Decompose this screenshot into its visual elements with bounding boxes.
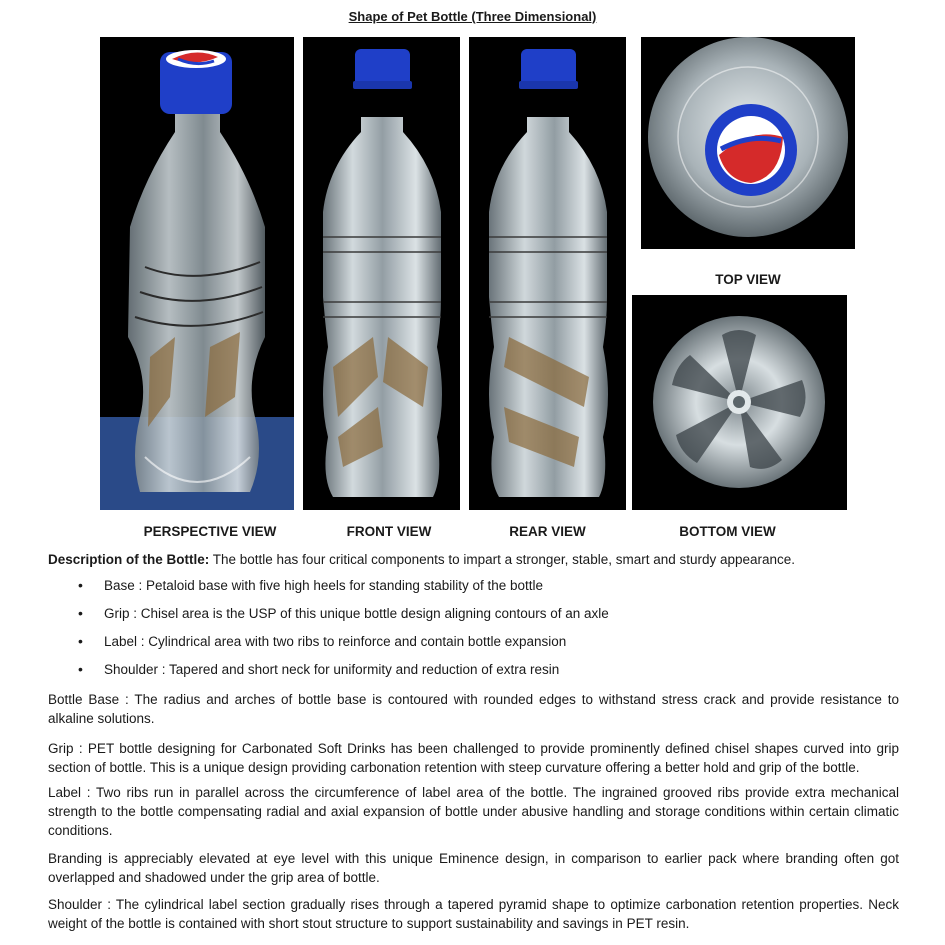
- bottle-bottom-image: [632, 295, 847, 510]
- perspective-view-caption: PERSPECTIVE VIEW: [143, 524, 277, 539]
- page-title: Shape of Pet Bottle (Three Dimensional): [348, 9, 597, 24]
- front-view-caption: FRONT VIEW: [346, 524, 432, 539]
- perspective-view-photo: [100, 37, 294, 510]
- list-item-base: • Base : Petaloid base with five high heels for standing stability of the bottle: [78, 576, 609, 604]
- description: [48, 550, 899, 569]
- front-view-photo: [303, 37, 460, 510]
- paragraph-grip: Grip : PET bottle designing for Carbonated Soft Drinks has been challenged to provide prominently defined chisel shapes curved into grip section of bottle. This is a unique design providing carbonation retention with steep curvature offering a better hold and grip of the bottle.: [48, 741, 899, 775]
- bottle-perspective-image: [100, 37, 294, 510]
- paragraph-branding: Branding is appreciably elevated at eye level with this unique Eminence design, in comparison to earlier pack where branding often got overlapped and shadowed under the grip area of bottle.: [48, 851, 899, 885]
- paragraph-shoulder: Shoulder : The cylindrical label section gradually rises through a tapered pyramid shape to optimize carbonation retention properties. Neck weight of the bottle is contained with short stout structure to support sustainability and savings in PET resin.: [48, 897, 899, 931]
- rear-view-caption: REAR VIEW: [509, 524, 586, 539]
- description-text: The bottle has four critical components to impart a stronger, stable, smart and sturdy appearance.: [209, 552, 796, 567]
- top-view-photo: [641, 37, 855, 249]
- description-heading: Description of the Bottle:: [48, 552, 210, 567]
- bottom-view-caption: BOTTOM VIEW: [679, 524, 776, 539]
- component-list: [78, 576, 609, 688]
- bottle-top-image: [641, 37, 855, 249]
- list-item-grip: • Grip : Chisel area is the USP of this unique bottle design aligning contours of an axle: [78, 604, 609, 632]
- paragraph-base: Bottle Base : The radius and arches of bottle base is contoured with rounded edges to withstand stress crack and provide resistance to alkaline solutions.: [48, 692, 899, 726]
- bottom-view-photo: [632, 295, 847, 510]
- list-item-shoulder: • Shoulder : Tapered and short neck for uniformity and reduction of extra resin: [78, 660, 609, 688]
- paragraph-label: Label : Two ribs run in parallel across the circumference of label area of the bottle. The ingrained grooved ribs provide extra mechanical strength to the bottle compensating radial and axial expansion of bottle under abusive handling and storage conditions within certain climatic conditions.: [48, 785, 899, 838]
- list-item-label: • Label : Cylindrical area with two ribs to reinforce and contain bottle expansion: [78, 632, 609, 660]
- bottle-front-image: [303, 37, 460, 510]
- rear-view-photo: [469, 37, 626, 510]
- bottle-rear-image: [469, 37, 626, 510]
- top-view-caption: TOP VIEW: [715, 272, 781, 287]
